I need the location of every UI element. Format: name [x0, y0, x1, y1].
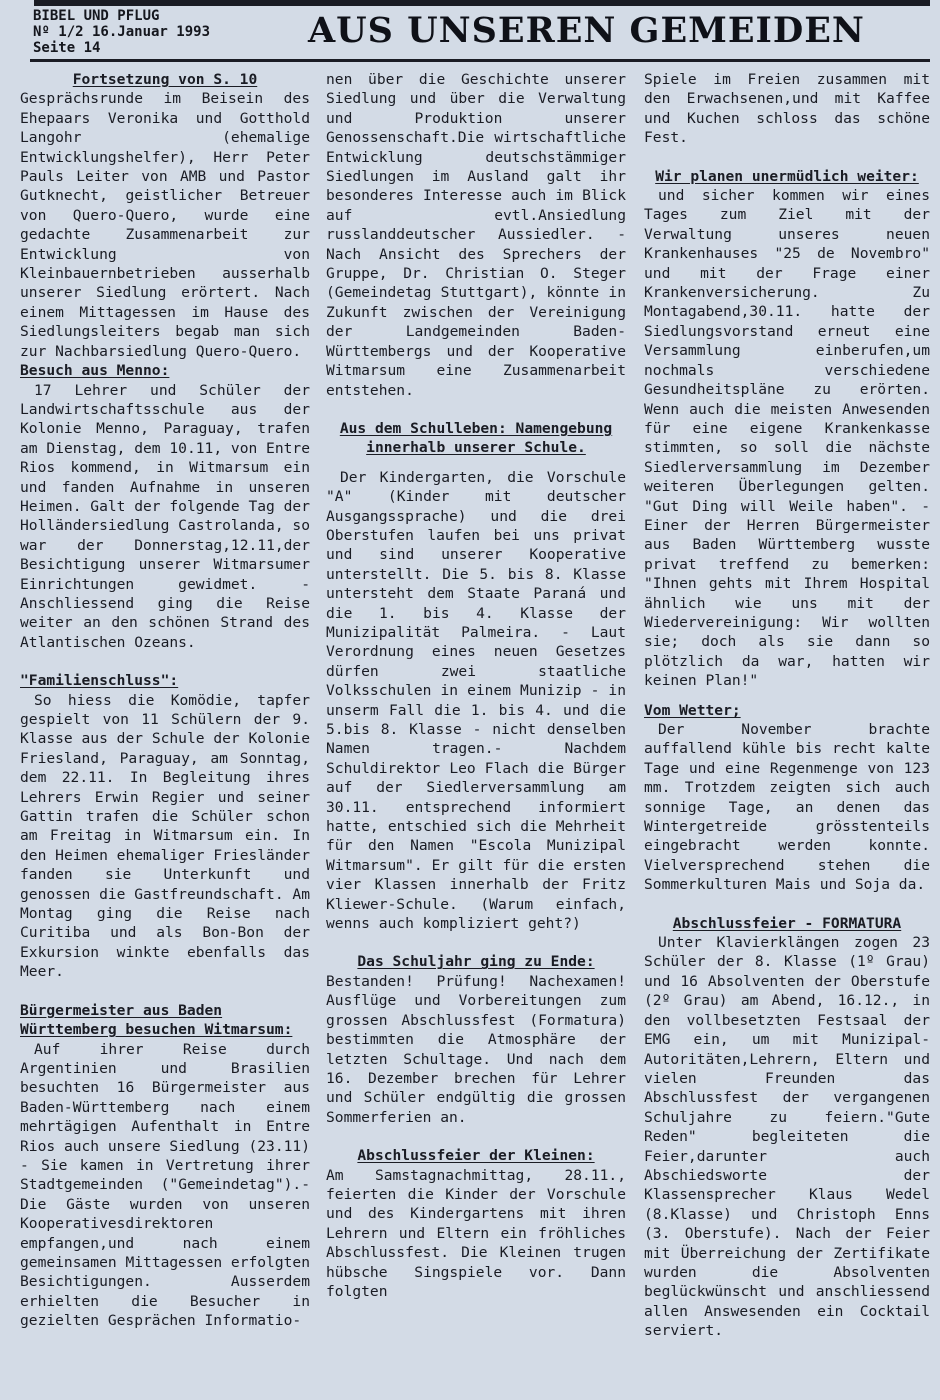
article-text-school-naming: Der Kindergarten, die Vorschule "A" (Kinder mit deutscher Ausgangssprache) und die drei Oberstufen laufen bei uns privat und sind unserer Kooperative unterstellt. Die 5. bis 8. Klasse untersteht dem Staate Paraná und die 1. bis 4. Klasse der Munizipalität Palmeira. - Laut Verordnung eines neuen Gesetzes dürfen zwei staatliche Volksschulen in einem Munizip - in unserm Fall die 1. bis 4. und die 5.bis 8. Klasse - nicht denselben Namen tragen.- Nachdem Schuldirektor Leo Flach die Bürger auf der Siedlerversammlung am 30.11. entsprechend informiert hatte, entschied sich die Mehrheit für den Namen "Escola Munizipal Witmarsum". Er gilt für die ersten vier Klassen innerhalb der Fritz Kliewer-Schule. (Warum einfach, wenns auch kompliziert geht?)	[326, 468, 626, 933]
article-text-graduation: Unter Klavierklängen zogen 23 Schüler der 8. Klasse (1º Grau) und 16 Absolventen der Oberstufe (2º Grau) am Abend, 16.12., in den vollbesetzten Festsaal der EMG ein, um mit Munizipal-Autoritäten,Lehrern, Eltern und vielen Freunden das Abschlussfest der vergangenen Schuljahre zu feiern."Gute Reden" begleiteten die Feier,darunter auch Abschiedsworte der Klassensprecher Klaus Wedel (8.Klasse) und Christoph Enns (3. Oberstufe). Nach der Feier mit Überreichung der Zertifikate wurden die Absolventen beglückwünscht und anschliessend allen Answesenden ein Cocktail serviert.	[644, 934, 930, 1340]
article-heading-mayors-visit: Bürgermeister aus Baden Württemberg besuchen Witmarsum:	[20, 1001, 293, 1039]
article-heading-familienschluss: "Familienschluss":	[20, 672, 179, 690]
header-rule	[30, 59, 930, 62]
top-rule	[34, 0, 930, 6]
publication-name: BIBEL UND PFLUG	[33, 8, 160, 24]
article-heading-kindergarten-party: Abschlussfeier der Kleinen:	[357, 1147, 595, 1165]
column-3	[644, 70, 930, 1341]
article-text-planning: und sicher kommen wir eines Tages zum Ziel mit der Verwaltung unseres neuen Krankenhauses "25 de Novembro" und mit der Frage einer Krankenversicherung. Zu Montagabend,30.11. hatte der Siedlungsvorstand erneut eine Versammlung einberufen,um nochmals verschiedene Gesundheitspläne zu erörten. Wenn auch die meisten Anwesenden für eine eigene Krankenkasse stimmten, so soll die nächste Siedlerversammlung im Dezember weiteren Überlegungen gelten. "Gut Ding will Weile haben". - Einer der Herren Bürgermeister aus Baden Württemberg wusste privat treffend zu bemerken: "Ihnen gehts mit Ihrem Hospital ähnlich wie uns mit der Wiedervereinigung: Wir wollten sie; doch als sie dann so plötzlich da war, hatten wir keinen Plan!"	[644, 187, 930, 690]
page-number: Seite 14	[33, 40, 101, 56]
column-2	[326, 70, 626, 1301]
article-text-weather: Der November brachte auffallend kühle bis recht kalte Tage und eine Regenmenge von 123 mm. Trotzdem zeigten sich auch sonnige Tage, an denen das Wintergetreide grösstenteils eingebracht werden konnte. Vielversprechend stehen die Sommerkulturen Mais und Soja da.	[644, 721, 930, 894]
article-heading-school-year-end: Das Schuljahr ging zu Ende:	[357, 953, 595, 971]
article-text-mayors-visit: Auf ihrer Reise durch Argentinien und Brasilien besuchten 16 Bürgermeister aus Baden-Württemberg nach einem mehrtägigen Aufenthalt in Entre Rios auch unsere Siedlung (23.11) - Sie kamen in Vertretung ihrer Stadtgemeinden ("Gemeindetag").- Die Gäste wurden von unseren Kooperativesdirektoren empfangen,und nach einem gemeinsamen Mittagessen erfolgten Besichtigungen. Ausserdem erhielten die Besucher in gezielten Gesprächen Informatio-	[20, 1040, 310, 1330]
issue-info	[33, 8, 210, 56]
article-heading-graduation: Abschlussfeier - FORMATURA	[672, 914, 902, 932]
article-text-kindergarten-party: Am Samstagnachmittag, 28.11., feierten die Kinder der Vorschule und des Kindergartens mit ihren Lehrern und Eltern ein fröhliches Abschlussfest. Die Kleinen trugen hübsche Singspiele vor. Dann folgten	[326, 1166, 626, 1300]
article-heading-menno-visit: Besuch aus Menno:	[20, 362, 170, 380]
article-text-mayors-visit-continued: nen über die Geschichte unserer Siedlung und über die Verwaltung und Produktion unserer Genossenschaft.Die wirtschaftliche Entwicklung deutschstämmiger Siedlungen im Ausland galt ihr besonderes Interesse auch im Blick auf evtl.Ansiedlung russlanddeutscher Aussiedler. - Nach Ansicht des Sprechers der Gruppe, Dr. Christian O. Steger (Gemeindetag Stuttgart), könnte in Zukunft zwischen der Vereinigung der Landgemeinden Baden-Württembergs und der Kooperative Witmarsum eine Zusammenarbeit entstehen.	[326, 71, 626, 399]
article-heading-continuation: Fortsetzung von S. 10	[72, 71, 258, 88]
article-text-menno-visit: 17 Lehrer und Schüler der Landwirtschaftsschule aus der Kolonie Menno, Paraguay, trafen am Dienstag, dem 10.11, von Entre Rios kommend, in Witmarsum ein und fanden Aufnahme in unseren Heimen. Galt der folgende Tag der Holländersiedlung Castrolanda, so war der Donnerstag,12.11,der Besichtigung unserer Witmarsumer Einrichtungen gewidmet. - Anschliessend ging die Reise weiter an den schönen Strand des Atlantischen Ozeans.	[20, 381, 310, 651]
article-text-kindergarten-party-continued: Spiele im Freien zusammen mit den Erwachsenen,und mit Kaffee und Kuchen schloss das schöne Fest.	[644, 71, 930, 147]
column-1	[20, 70, 310, 1331]
page-title: AUS UNSEREN GEMEIDEN	[308, 10, 865, 51]
article-text-school-year-end: Bestanden! Prüfung! Nachexamen! Ausflüge und Vorbereitungen zum grossen Abschlussfest (Formatura) bestimmten die Atmosphäre der letzten Schultage. Und nach dem 16. Dezember brechen für Lehrer und Schüler endgültig die grossen Sommerferien an.	[326, 972, 626, 1126]
article-text-continuation: Gesprächsrunde im Beisein des Ehepaars Veronika und Gotthold Langohr (ehemalige Entwicklungshelfer), Herr Peter Pauls Leiter von AMB und Pastor Gutknecht, geistlicher Betreuer von Quero-Quero, wurde eine gedachte Zusammenarbeit zur Entwicklung von Kleinbauernbetrieben ausserhalb unserer Siedlung erörtert. Nach einem Mittagessen im Hause des Siedlungsleiters begab man sich zur Nachbarsiedlung Quero-Quero.	[20, 90, 310, 360]
issue-number-date: Nº 1/2 16.Januar 1993	[33, 24, 211, 40]
article-text-familienschluss: So hiess die Komödie, tapfer gespielt von 11 Schülern der 9. Klasse aus der Schule der Kolonie Friesland, Paraguay, am Sonntag, dem 22.11. In Begleitung ihres Lehrers Erwin Regier und seiner Gattin trafen die Schüler schon am Freitag in Witmarsum ein. In den Heimen ehemaliger Friesländer fanden sie Unterkunft und genossen die Gastfreundschaft. Am Montag ging die Reise nach Curitiba und als Bon-Bon der Exkursion winkte ebenfalls das Meer.	[20, 691, 310, 981]
article-heading-weather: Vom Wetter;	[644, 701, 741, 719]
article-heading-planning: Wir planen unermüdlich weiter:	[655, 167, 919, 185]
article-heading-school-naming: Aus dem Schulleben: Namengebung innerhalb unserer Schule.	[339, 419, 613, 457]
masthead	[30, 0, 930, 62]
